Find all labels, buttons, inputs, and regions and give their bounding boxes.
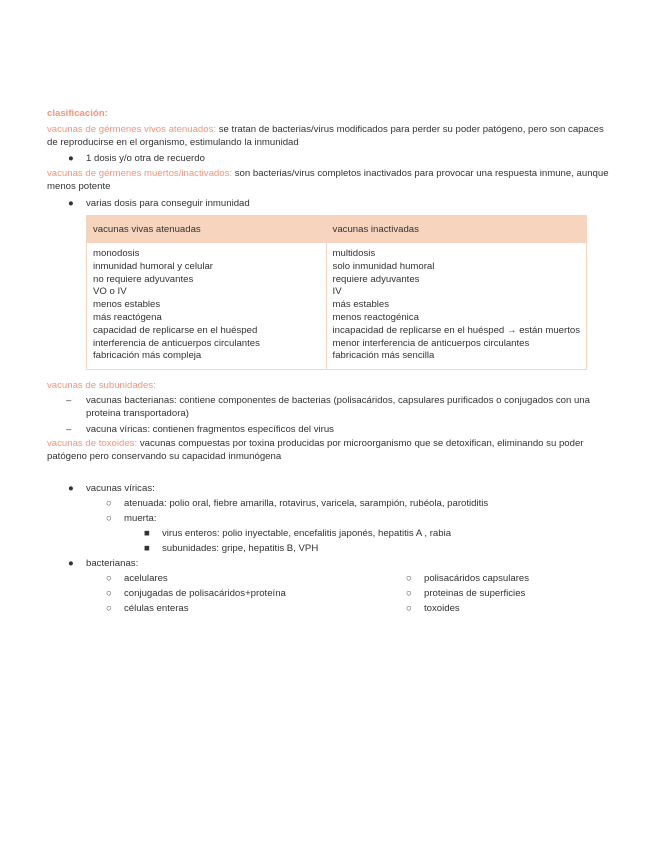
table-line: fabricación más compleja — [93, 350, 202, 362]
section-title: clasificación: — [47, 108, 108, 119]
text-vivos: se tratan de bacterias/virus modificados para perder su poder patógeno, pero son capaces de reproducirse en el organismo, estimulando la inmunidad — [47, 124, 604, 148]
list-item-muerta: muerta: — [124, 513, 157, 524]
text-toxoides: vacunas compuestas por toxina producidas por microorganismo que se detoxifican, eliminando su poder patógeno pero conservando su capacidad inmunógena — [47, 438, 584, 462]
table-line: más reactógena — [93, 311, 162, 323]
table-body-row — [87, 243, 587, 370]
table-line: no requiere adyuvantes — [93, 273, 194, 285]
table-cell-inactivadas — [326, 243, 586, 370]
bacterianas-right-item: toxoides — [424, 603, 460, 614]
dash-bullet: – — [66, 395, 72, 406]
list-item-muerta-sub: virus enteros: polio inyectable, encefalitis japonés, hepatitis A , rabia — [162, 528, 452, 539]
bullet-vivos: 1 dosis y/o otra de recuerdo — [86, 153, 205, 164]
circle-bullet: ○ — [106, 588, 112, 599]
bullet-dot: ● — [68, 198, 74, 209]
table-line: fabricación más sencilla — [332, 350, 435, 362]
paragraph-vivos — [47, 123, 609, 149]
subunidades-item: vacuna víricas: contienen fragmentos específicos del virus — [86, 424, 334, 435]
paragraph-toxoides — [47, 437, 609, 463]
circle-bullet: ○ — [106, 603, 112, 614]
table-line: incapacidad de replicarse en el huésped → están muertos — [332, 324, 580, 336]
table-line: menos reactogénica — [332, 311, 419, 323]
table-line: IV — [332, 286, 342, 298]
bullet-dot: ● — [68, 483, 74, 494]
bullet-dot: ● — [68, 153, 74, 164]
table-line: requiere adyuvantes — [332, 273, 420, 285]
circle-bullet: ○ — [406, 588, 412, 599]
label-toxoides: vacunas de toxoides: — [47, 438, 138, 449]
table-header-cell: vacunas inactivadas — [326, 216, 586, 243]
text-muertos: son bacterias/virus completos inactivados para provocar una respuesta inmune, aunque menos potente — [47, 168, 609, 192]
bullet-dot: ● — [68, 558, 74, 569]
bacterianas-left-item: acelulares — [124, 573, 168, 584]
table-line: monodosis — [93, 248, 140, 259]
subunidades-item: vacunas bacterianas: contiene componentes de bacterias (polisacáridos, capsulares purificados o conjugados con una proteina transportadora) — [86, 395, 590, 419]
bacterianas-left-item: células enteras — [124, 603, 189, 614]
bacterianas-left-item: conjugadas de polisacáridos+proteína — [124, 588, 286, 599]
label-subunidades: vacunas de subunidades: — [47, 380, 156, 391]
bacterianas-right-item: polisacáridos capsulares — [424, 573, 530, 584]
list-item-atenuada: atenuada: polio oral, fiebre amarilla, rotavirus, varicela, sarampión, rubéola, parotiditis — [124, 498, 489, 509]
list-item-muerta-sub: subunidades: gripe, hepatitis B, VPH — [162, 543, 319, 554]
table-line: VO o IV — [93, 286, 127, 298]
table-line: multidosis — [332, 248, 376, 259]
paragraph-muertos — [47, 167, 609, 193]
circle-bullet: ○ — [406, 603, 412, 614]
table-header-cell: vacunas vivas atenuadas — [87, 216, 327, 243]
dash-bullet: – — [66, 424, 72, 435]
label-muertos: vacunas de gérmenes muertos/inactivados: — [47, 168, 233, 179]
table-line: capacidad de replicarse en el huésped — [93, 324, 258, 336]
bacterianas-right-item: proteinas de superficies — [424, 588, 526, 599]
table-line: solo inmunidad humoral — [332, 260, 435, 272]
table-line: menos estables — [93, 299, 161, 311]
square-bullet: ■ — [144, 543, 150, 554]
circle-bullet: ○ — [106, 573, 112, 584]
label-vivos: vacunas de gérmenes vivos atenuados: — [47, 124, 217, 135]
list-item-viricas: vacunas víricas: — [86, 483, 155, 494]
table-cell-vivas — [87, 243, 327, 370]
table-header-row — [87, 216, 587, 243]
table-line: más estables — [332, 299, 390, 311]
circle-bullet: ○ — [106, 498, 112, 509]
table-line: interferencia de anticuerpos circulantes — [93, 337, 260, 349]
list-item-bacterianas: bacterianas: — [86, 558, 139, 569]
table-line: menor interferencia de anticuerpos circulantes — [332, 337, 530, 349]
circle-bullet: ○ — [406, 573, 412, 584]
comparison-table — [86, 215, 587, 370]
table-line: inmunidad humoral y celular — [93, 260, 213, 272]
circle-bullet: ○ — [106, 513, 112, 524]
square-bullet: ■ — [144, 528, 150, 539]
bullet-muertos: varias dosis para conseguir inmunidad — [86, 198, 250, 209]
